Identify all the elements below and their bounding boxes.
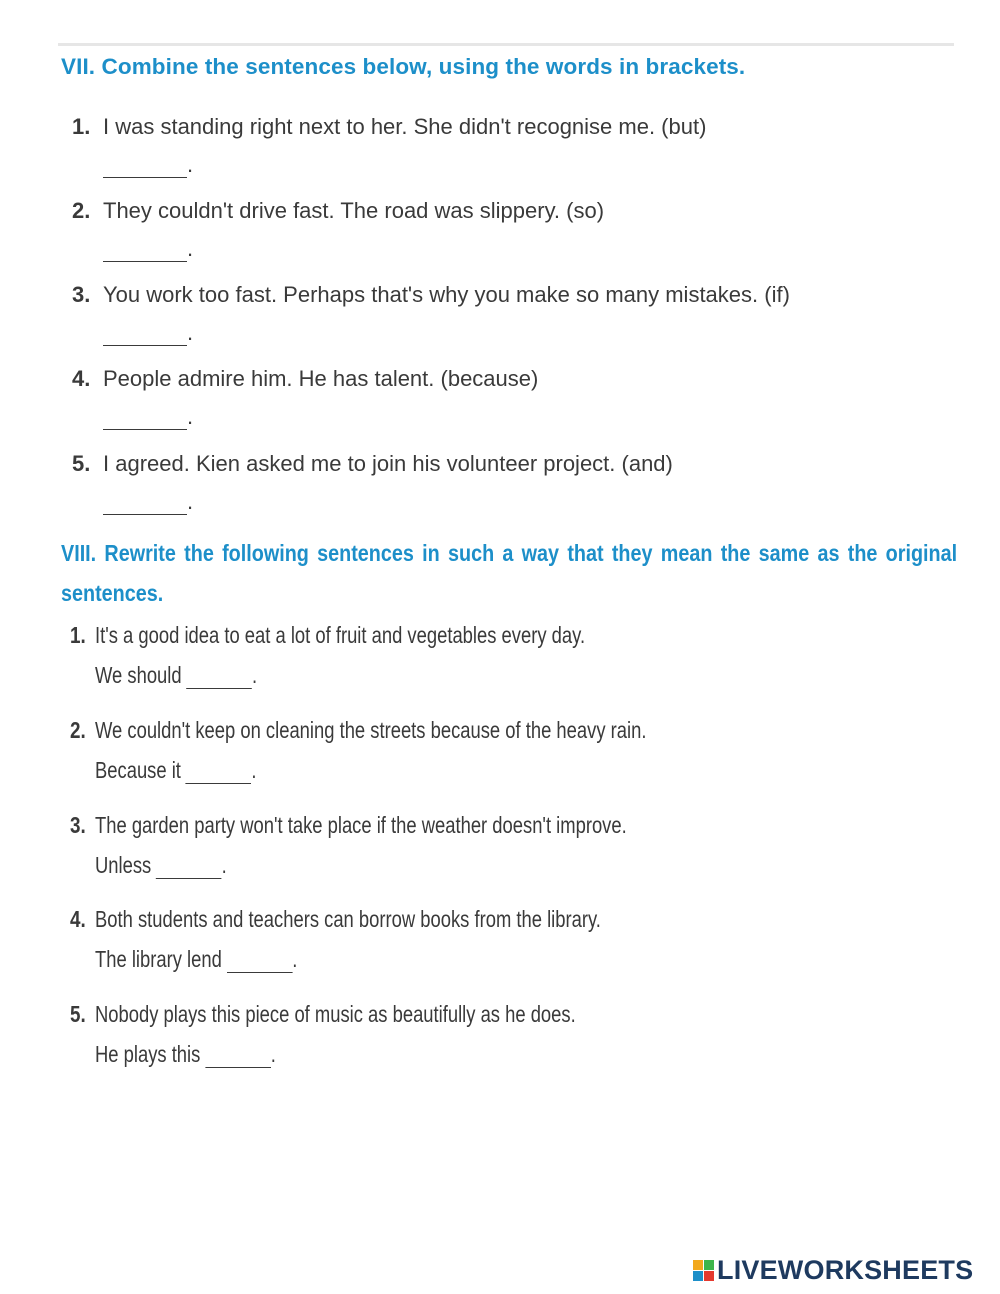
answer-blank[interactable] <box>103 513 187 515</box>
rewrite-prompt <box>95 852 227 879</box>
answer-blank[interactable] <box>103 344 187 346</box>
answer-period: . <box>221 852 227 878</box>
answer-period: . <box>187 404 194 429</box>
question-text: We couldn't keep on cleaning the streets because of the heavy rain. <box>95 717 647 743</box>
answer-period: . <box>252 662 258 688</box>
question-text: People admire him. He has talent. (because) <box>103 366 539 391</box>
question-text: Nobody plays this piece of music as beautifully as he does. <box>95 1001 576 1027</box>
top-divider <box>58 43 954 46</box>
prompt-text: We should <box>95 662 182 688</box>
question-number: 1. <box>70 622 86 648</box>
question-number: 5. <box>72 451 91 476</box>
section-8-heading: VIII. Rewrite the following sentences in such a way that they mean the same as the original sentences. <box>61 540 958 606</box>
section-7-heading: VII. Combine the sentences below, using the words in brackets. <box>61 54 746 79</box>
answer-blank[interactable] <box>186 759 252 784</box>
answer-period: . <box>251 757 257 783</box>
rewrite-prompt <box>95 1041 276 1068</box>
question-text: I was standing right next to her. She didn't recognise me. (but) <box>103 114 707 139</box>
question-text: The garden party won't take place if the weather doesn't improve. <box>95 812 627 838</box>
answer-blank[interactable] <box>227 948 293 973</box>
question-number: 3. <box>72 282 91 307</box>
prompt-text: Because it <box>95 757 181 783</box>
logo-square <box>704 1260 714 1270</box>
liveworksheets-logo <box>693 1255 973 1285</box>
answer-period: . <box>187 236 194 261</box>
prompt-text: The library lend <box>95 946 222 972</box>
question-number: 5. <box>70 1001 86 1027</box>
question-number: 1. <box>72 114 91 139</box>
answer-blank[interactable] <box>156 854 222 879</box>
answer-blank[interactable] <box>186 664 252 689</box>
answer-period: . <box>187 320 194 345</box>
question-text: You work too fast. Perhaps that's why you make so many mistakes. (if) <box>103 282 790 307</box>
question-number: 4. <box>72 366 91 391</box>
prompt-text: Unless <box>95 852 152 878</box>
prompt-text: He plays this <box>95 1041 201 1067</box>
question-text: They couldn't drive fast. The road was slippery. (so) <box>103 198 605 223</box>
logo-square <box>704 1271 714 1281</box>
logo-square <box>693 1271 703 1281</box>
question-number: 3. <box>70 812 86 838</box>
logo-squares-icon <box>693 1260 714 1281</box>
rewrite-prompt <box>95 662 257 689</box>
question-number: 2. <box>70 717 86 743</box>
question-text: Both students and teachers can borrow books from the library. <box>95 906 601 932</box>
question-text: It's a good idea to eat a lot of fruit and vegetables every day. <box>95 622 586 648</box>
question-text: I agreed. Kien asked me to join his volunteer project. (and) <box>103 451 673 476</box>
rewrite-prompt <box>95 757 256 784</box>
logo-text: LIVEWORKSHEETS <box>717 1254 974 1285</box>
answer-blank[interactable] <box>103 428 187 430</box>
question-number: 2. <box>72 198 91 223</box>
answer-period: . <box>270 1041 276 1067</box>
answer-blank[interactable] <box>103 176 187 178</box>
answer-period: . <box>187 489 194 514</box>
answer-blank[interactable] <box>205 1043 271 1068</box>
question-number: 4. <box>70 906 86 932</box>
answer-period: . <box>292 946 298 972</box>
rewrite-prompt <box>95 946 297 973</box>
logo-square <box>693 1260 703 1270</box>
answer-blank[interactable] <box>103 260 187 262</box>
answer-period: . <box>187 152 194 177</box>
